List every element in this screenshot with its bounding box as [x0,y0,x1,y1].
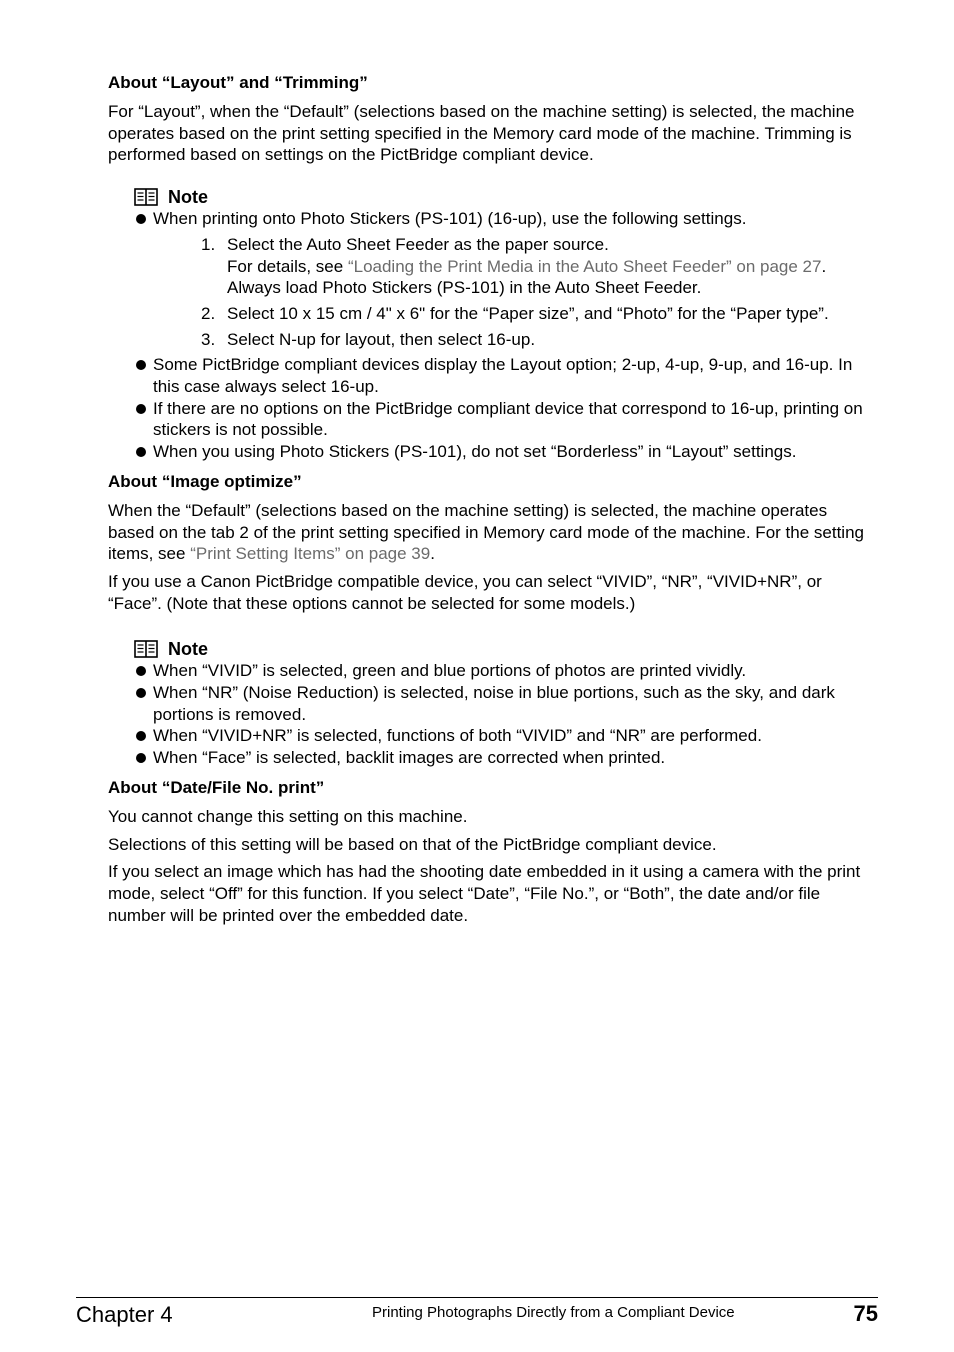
note-bullet-list [108,660,878,769]
note-bullet-list [108,208,878,463]
paragraph-image-optimize-1: When the “Default” (selections based on the machine setting) is selected, the machine operates based on the tab 2 of the print setting specified in Memory card mode of the machine. For the setting items, see “Print Setting Items” on page 39. [108,500,864,564]
section-heading-layout: About “Layout” and “Trimming” [108,73,368,92]
list-item: When printing onto Photo Stickers (PS-101) (16-up), use the following settings. 1. Select the Auto Sheet Feeder as the paper source. For details, see “Loading the Print Media in the Auto Sheet Feeder” on page 27. Always load Photo Stickers (PS-101) in the Auto Sheet Feeder. 2. Select 10 x 15 cm / 4" x 6" for the “Paper size”, and “Photo” for the “Paper type”. 3. Select N-up for layout, then select 16-up. [108,208,878,350]
note-box-image-optimize [108,638,878,769]
list-item: When “NR” (Noise Reduction) is selected, noise in blue portions, such as the sky, and dark portions is removed. [108,682,878,725]
step-item: 2. Select 10 x 15 cm / 4" x 6" for the “Paper size”, and “Photo” for the “Paper type”. [201,303,829,323]
list-item: When you using Photo Stickers (PS-101), do not set “Borderless” in “Layout” settings. [108,441,878,463]
page-number: 75 [853,1301,878,1326]
note-box-stickers [108,186,878,463]
link-loading-print-media[interactable]: “Loading the Print Media in the Auto Sheet Feeder” on page 27 [347,256,822,276]
note-heading [134,186,878,208]
note-label: Note [168,639,208,660]
book-icon [134,640,158,658]
section-heading-image-optimize: About “Image optimize” [108,471,302,491]
note-label: Note [168,187,208,208]
chapter-label: Chapter 4 [76,1302,173,1327]
step-item: 1. Select the Auto Sheet Feeder as the paper source. For details, see “Loading the Print Media in the Auto Sheet Feeder” on page 27. Always load Photo Stickers (PS-101) in the Auto Sheet Feeder. [201,234,827,298]
paragraph-date-file-2: Selections of this setting will be based on that of the PictBridge compliant device. [108,834,717,854]
page-footer [76,1297,878,1327]
footer-title: Printing Photographs Directly from a Compliant Device [372,1304,735,1321]
note-heading [134,638,878,660]
paragraph-image-optimize-2: If you use a Canon PictBridge compatible device, you can select “VIVID”, “NR”, “VIVID+NR”, or “Face”. (Note that these options cannot be selected for some models.) [108,571,822,613]
step-item: 3. Select N-up for layout, then select 16-up. [201,329,536,349]
paragraph-date-file-3: If you select an image which has had the shooting date embedded in it using a camera with the print mode, select “Off” for this function. If you select “Date”, “File No.”, or “Both”, the date and/or file number will be printed over the embedded date. [108,862,861,925]
list-item: If there are no options on the PictBridge compliant device that correspond to 16-up, printing on stickers is not possible. [108,398,878,441]
section-heading-date-file: About “Date/File No. print” [108,777,325,797]
page-content [108,72,878,932]
list-item: Some PictBridge compliant devices display the Layout option; 2-up, 4-up, 9-up, and 16-up. In this case always select 16-up. [108,354,878,397]
steps-list [153,234,878,351]
list-item: When “Face” is selected, backlit images are corrected when printed. [108,747,878,769]
paragraph-date-file-1: You cannot change this setting on this machine. [108,806,468,826]
link-print-setting-items[interactable]: “Print Setting Items” on page 39 [190,544,431,564]
paragraph-layout: For “Layout”, when the “Default” (selections based on the machine setting) is selected, the machine operates based on the print setting specified in the Memory card mode of the machine. Trimming is performed based on settings on the PictBridge compliant device. [108,102,855,165]
list-item: When “VIVID” is selected, green and blue portions of photos are printed vividly. [108,660,878,682]
book-icon [134,188,158,206]
list-item: When “VIVID+NR” is selected, functions of both “VIVID” and “NR” are performed. [108,725,878,747]
